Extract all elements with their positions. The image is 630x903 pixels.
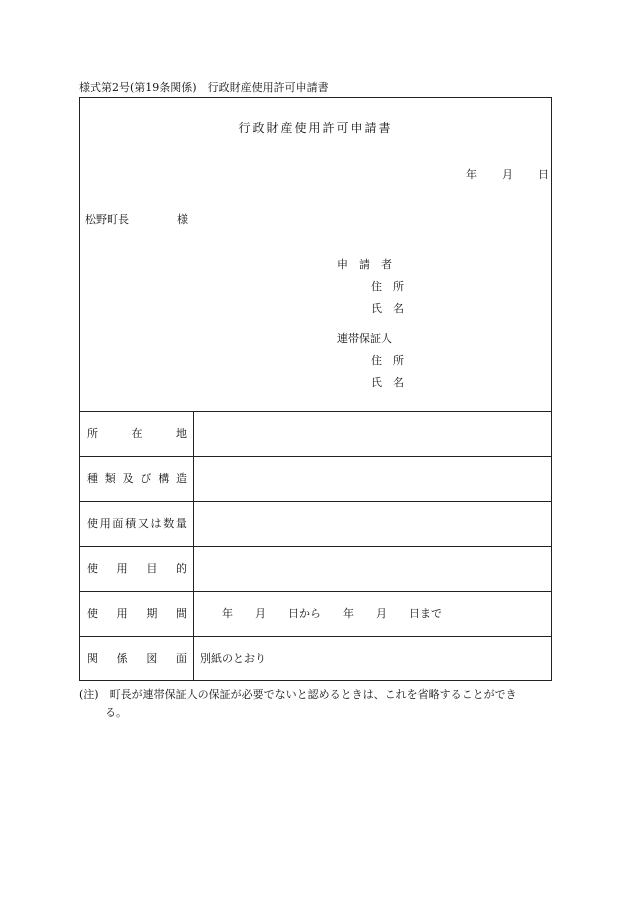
label-char: 図 [146, 652, 158, 665]
label-char: 及 [122, 472, 134, 485]
label-char: 使 [87, 562, 98, 575]
label-char: 用 [116, 562, 128, 575]
table-column-divider [193, 411, 194, 681]
footnote-prefix: (注) [79, 688, 99, 701]
applicant-heading: 申 請 者 [337, 258, 392, 271]
label-char: 面 [112, 517, 124, 530]
label-char: 期 [146, 607, 158, 620]
row-value-period: 年 月 日から 年 月 日まで [222, 607, 442, 620]
label-char: 造 [175, 472, 187, 485]
label-char: 使 [87, 517, 98, 530]
label-char: 量 [175, 517, 187, 530]
row-label-drawings [87, 652, 187, 666]
label-char: 積 [125, 517, 137, 530]
form-header: 様式第2号(第19条関係) 行政財産使用許可申請書 [79, 81, 329, 94]
row-label-period [87, 607, 187, 621]
label-char: 間 [175, 607, 187, 620]
date-year: 年 [466, 168, 477, 181]
label-char: 構 [158, 472, 170, 485]
label-char: 用 [99, 517, 111, 530]
label-char: 的 [175, 562, 187, 575]
guarantor-name-label: 氏 名 [371, 376, 404, 389]
table-divider [80, 591, 551, 592]
row-label-location [87, 427, 187, 441]
application-form [79, 97, 552, 681]
table-divider [80, 546, 551, 547]
label-char: び [140, 472, 152, 485]
label-char: 種 [87, 472, 98, 485]
row-label-area-quantity [87, 517, 187, 531]
date-month: 月 [502, 168, 513, 181]
addressee-name: 松野町長 [85, 213, 129, 226]
table-divider [80, 636, 551, 637]
label-char: 所 [87, 427, 98, 440]
date-day: 日 [538, 168, 549, 181]
applicant-name-label: 氏 名 [371, 302, 404, 315]
label-char: 使 [87, 607, 98, 620]
guarantor-address-label: 住 所 [371, 354, 404, 367]
footnote-continuation: る。 [105, 706, 127, 719]
label-char: 又 [137, 517, 149, 530]
label-char: 数 [163, 517, 175, 530]
row-label-type-structure [87, 472, 187, 486]
label-char: 類 [104, 472, 116, 485]
row-label-purpose [87, 562, 187, 576]
label-char: 関 [87, 652, 98, 665]
footnote-text: 町長が連帯保証人の保証が必要でないと認めるときは、これを省略することができ [109, 688, 517, 701]
form-title: 行政財産使用許可申請書 [238, 121, 393, 135]
footnote [79, 686, 554, 722]
label-char: 係 [116, 652, 128, 665]
label-char: 在 [131, 427, 143, 440]
table-divider [80, 456, 551, 457]
label-char: 面 [175, 652, 187, 665]
label-char: 用 [116, 607, 128, 620]
label-char: は [150, 517, 162, 530]
label-char: 目 [146, 562, 158, 575]
guarantor-heading: 連帯保証人 [337, 332, 392, 345]
label-char: 地 [176, 427, 187, 440]
table-divider [80, 411, 551, 412]
row-value-drawings: 別紙のとおり [200, 652, 266, 665]
applicant-address-label: 住 所 [371, 280, 404, 293]
addressee-honorific: 様 [177, 213, 188, 226]
table-divider [80, 501, 551, 502]
